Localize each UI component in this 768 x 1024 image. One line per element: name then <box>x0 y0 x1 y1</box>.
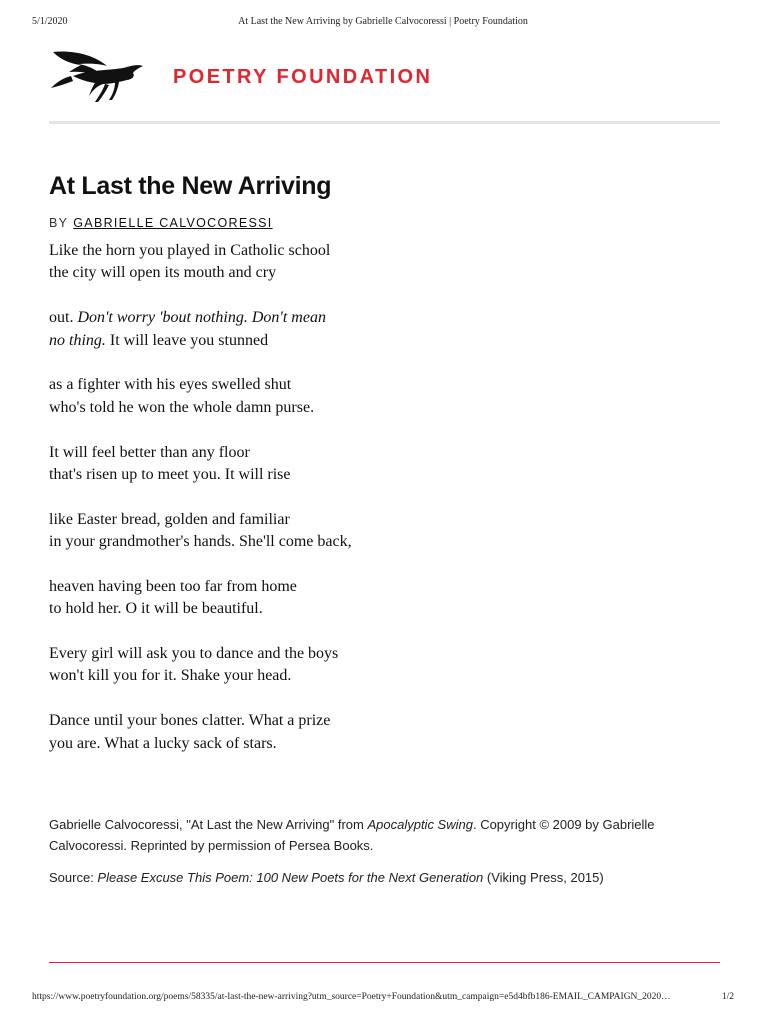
poem-stanza <box>49 442 649 487</box>
poem-stanza <box>49 576 649 621</box>
poem-stanza <box>49 307 649 352</box>
poem-line <box>49 643 649 665</box>
poem-line <box>49 262 649 284</box>
poem-title: At Last the New Arriving <box>49 172 332 200</box>
source-label: Source: <box>49 870 98 885</box>
logo-wordmark[interactable]: POETRY FOUNDATION <box>173 66 433 88</box>
poem-line <box>49 733 649 755</box>
print-page-number: 1/2 <box>721 992 734 1002</box>
credit-book-title: Apocalyptic Swing <box>367 817 473 832</box>
poem-text: out. <box>49 309 78 327</box>
poem-line <box>49 509 649 531</box>
pegasus-icon[interactable] <box>49 46 147 104</box>
byline-label: BY <box>49 216 69 230</box>
poem-text: won't kill you for it. Shake your head. <box>49 667 292 685</box>
poem-stanza <box>49 643 649 688</box>
poem-line <box>49 464 649 486</box>
poem-text: Dance until your bones clatter. What a prize <box>49 712 331 730</box>
source-citation <box>49 867 721 888</box>
poem-text: as a fighter with his eyes swelled shut <box>49 376 292 394</box>
credit-text: Gabrielle Calvocoressi, "At Last the New Arriving" from <box>49 817 368 832</box>
poem-body <box>49 240 649 777</box>
footer-divider <box>49 962 720 963</box>
copyright-credit <box>49 814 721 856</box>
poem-text: to hold her. O it will be beautiful. <box>49 600 263 618</box>
poem-line <box>49 307 649 329</box>
print-date: 5/1/2020 <box>32 16 68 27</box>
poem-stanza <box>49 240 649 285</box>
credit-line-1 <box>49 814 721 835</box>
poem-text: who's told he won the whole damn purse. <box>49 398 315 416</box>
poem-text: in your grandmother's hands. She'll come back, <box>49 533 352 551</box>
header-divider <box>49 121 720 124</box>
poem-line <box>49 598 649 620</box>
author-link[interactable]: GABRIELLE CALVOCORESSI <box>73 216 273 230</box>
poem-text: Like the horn you played in Catholic school <box>49 242 331 259</box>
credit-copyright: . Copyright © 2009 by Gabrielle <box>472 817 655 832</box>
poem-line <box>49 442 649 464</box>
poem-line <box>49 374 649 396</box>
poem-text: It will leave you stunned <box>105 331 269 349</box>
poem-text: It will feel better than any floor <box>49 443 250 461</box>
poem-text: heaven having been too far from home <box>49 577 297 595</box>
source-book-title: Please Excuse This Poem: 100 New Poets for the Next Generation <box>97 870 484 885</box>
masthead <box>49 44 721 104</box>
poem-line <box>49 330 649 352</box>
poem-text: that's risen up to meet you. It will rise <box>49 465 291 483</box>
poem-line <box>49 710 649 732</box>
poem-stanza <box>49 710 649 755</box>
credit-line-2: Calvocoressi. Reprinted by permission of Persea Books. <box>49 838 374 853</box>
poem-text: you are. What a lucky sack of stars. <box>49 734 277 752</box>
poem-stanza <box>49 509 649 554</box>
poem-text: Every girl will ask you to dance and the boys <box>49 645 339 663</box>
byline <box>49 216 273 230</box>
print-footer <box>32 992 734 1006</box>
poem-italic-text: no thing. <box>49 331 106 349</box>
print-page-title: At Last the New Arriving by Gabrielle Calvocoressi | Poetry Foundation <box>238 16 528 27</box>
poem-line <box>49 397 649 419</box>
poem-line <box>49 576 649 598</box>
poem-line <box>49 665 649 687</box>
poem-line <box>49 531 649 553</box>
print-url: https://www.poetryfoundation.org/poems/58335/at-last-the-new-arriving?utm_source=Poetry+Foundation&utm_campaign=e5d4bfb186-EMAIL_CAMPAIGN_2020… <box>32 992 671 1002</box>
poem-italic-text: Don't worry 'bout nothing. Don't mean <box>77 309 326 327</box>
poem-stanza <box>49 374 649 419</box>
poem-text: the city will open its mouth and cry <box>49 264 277 282</box>
print-header <box>32 16 734 30</box>
poem-text: like Easter bread, golden and familiar <box>49 510 290 528</box>
source-publisher: (Viking Press, 2015) <box>483 870 604 885</box>
poem-line <box>49 240 649 262</box>
